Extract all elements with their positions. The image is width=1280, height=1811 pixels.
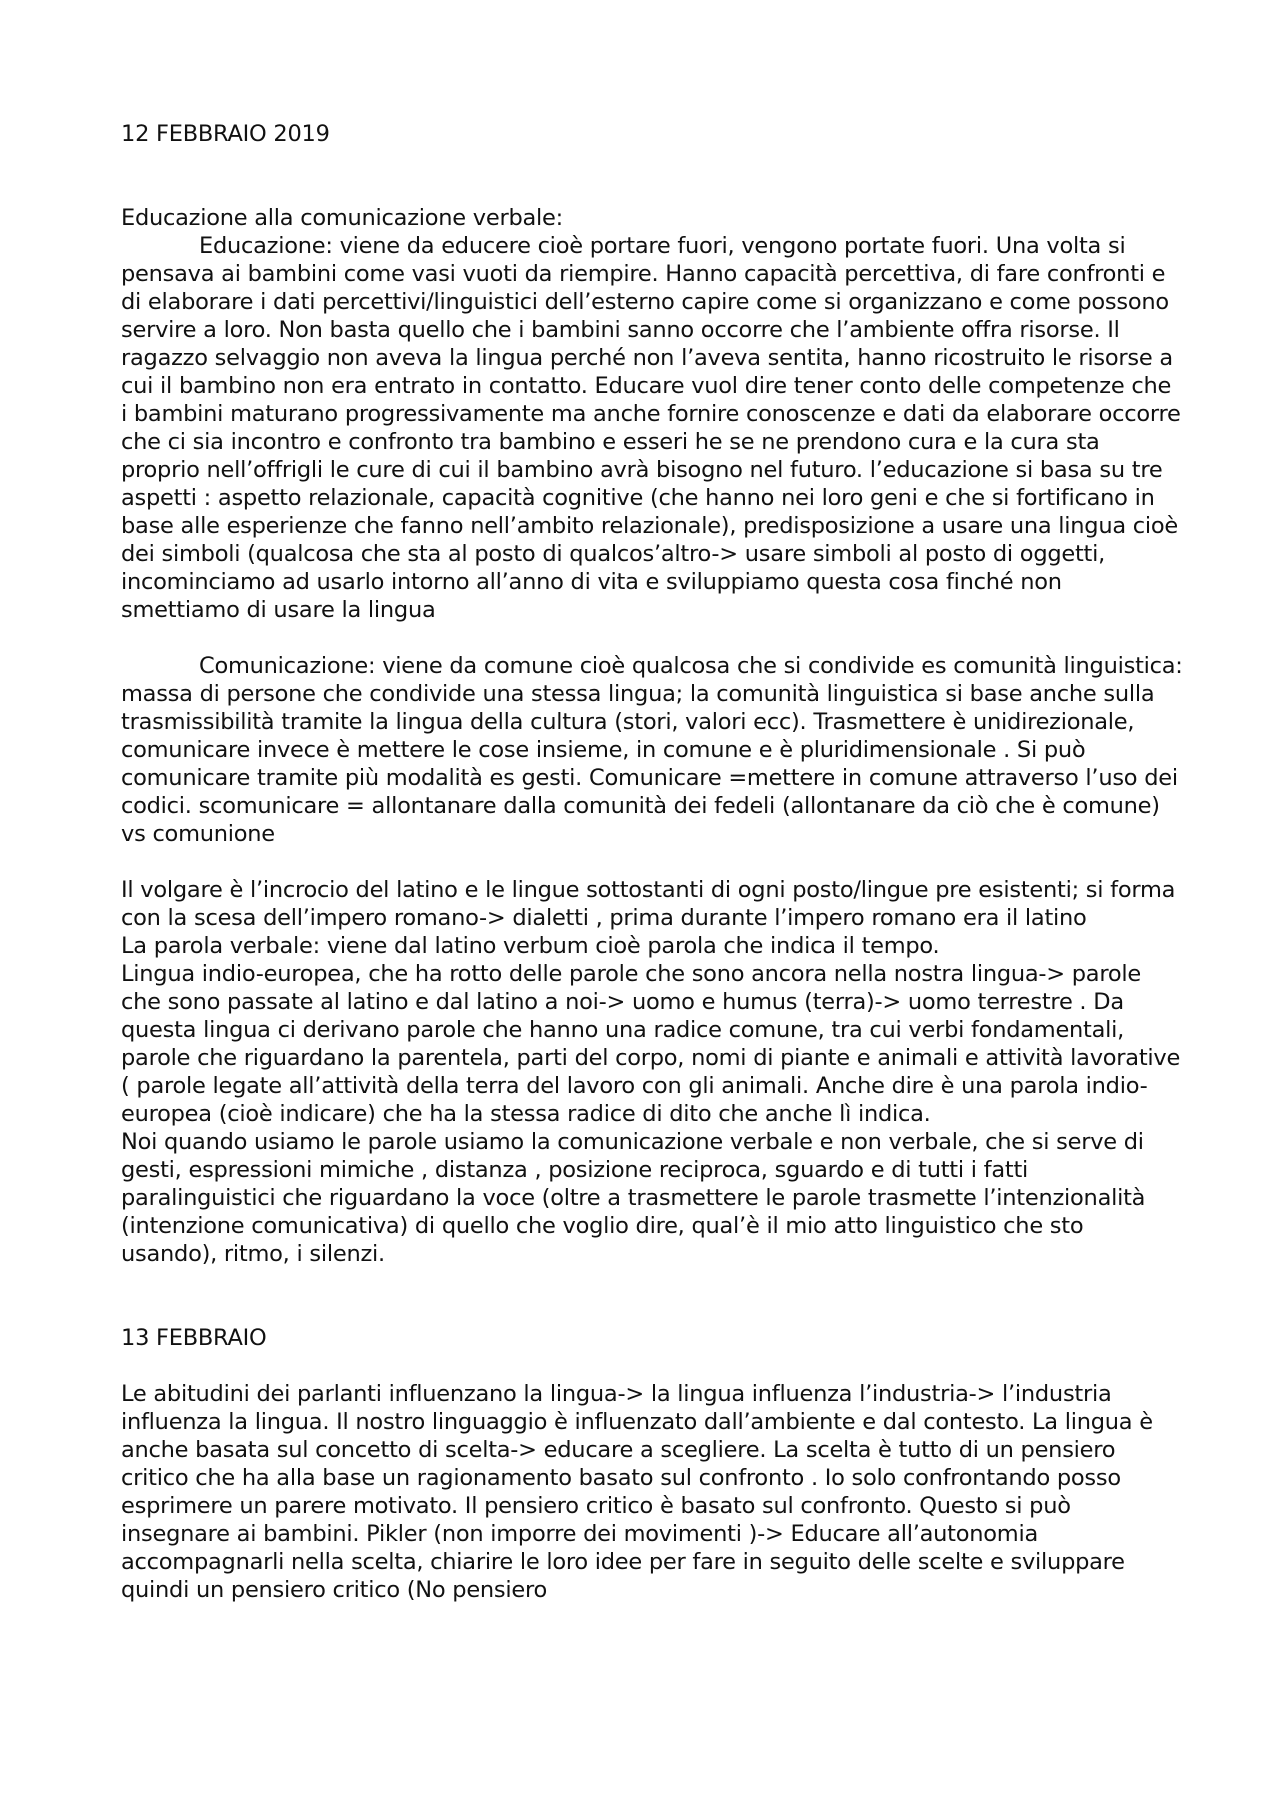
spacer: [121, 1268, 1183, 1324]
spacer: [121, 1352, 1183, 1380]
section-heading: Educazione alla comunicazione verbale:: [121, 205, 563, 231]
spacer: [121, 148, 1183, 204]
paragraph-comunicazione: Comunicazione: viene da comune cioè qualcosa che si condivide es comunità linguistica: massa di persone che condivide una stessa lingua; la comunità linguistica si base anche sulla trasmissibilità tramite la lingua della cultura (stori, valori ecc). Trasmettere è unidirezionale, comunicare invece è mettere le cose insieme, in comune e è pluridimensionale . Si può comunicare tramite più modalità es gesti. Comunicare =mettere in comune attraverso l’uso dei codici. scomunicare = allontanare dalla comunità dei fedeli (allontanare da ciò che è comune) vs comunione: [121, 653, 1183, 847]
paragraph-parola-verbale: La parola verbale: viene dal latino verbum cioè parola che indica il tempo.: [121, 933, 940, 959]
paragraph-volgare: Il volgare è l’incrocio del latino e le lingue sottostanti di ogni posto/lingue pre esistenti; si forma con la scesa dell’impero romano-> dialetti , prima durante l’impero romano era il latino: [121, 877, 1176, 931]
paragraph-non-verbale: Noi quando usiamo le parole usiamo la comunicazione verbale e non verbale, che si serve di gesti, espressioni mimiche , distanza , posizione reciproca, sguardo e di tutti i fatti paralinguistici che riguardano la voce (oltre a trasmettere le parole trasmette l’intenzionalità (intenzione comunicativa) di quello che voglio dire, qual’è il mio atto linguistico che sto usando), ritmo, i silenzi.: [121, 1129, 1146, 1267]
section-date-13-febbraio: 13 FEBBRAIO: [121, 1325, 267, 1351]
spacer: [121, 624, 1183, 652]
paragraph-abitudini: Le abitudini dei parlanti influenzano la lingua-> la lingua influenza l’industria-> l’industria influenza la lingua. Il nostro linguaggio è influenzato dall’ambiente e dal contesto. La lingua è anche basata sul concetto di scelta-> educare a scegliere. La scelta è tutto di un pensiero critico che ha alla base un ragionamento basato sul confronto . Io solo confrontando posso esprimere un parere motivato. Il pensiero critico è basato sul confronto. Questo si può insegnare ai bambini. Pikler (non imporre dei movimenti )-> Educare all’autonomia accompagnarli nella scelta, chiarire le loro idee per fare in seguito delle scelte e sviluppare quindi un pensiero critico (No pensiero: [121, 1381, 1153, 1603]
section-date-12-febbraio: 12 FEBBRAIO 2019: [121, 121, 330, 147]
paragraph-educazione: Educazione: viene da educere cioè portare fuori, vengono portate fuori. Una volta si pensava ai bambini come vasi vuoti da riempire. Hanno capacità percettiva, di fare confronti e di elaborare i dati percettivi/linguistici dell’esterno capire come si organizzano e come possono servire a loro. Non basta quello che i bambini sanno occorre che l’ambiente offra risorse. Il ragazzo selvaggio non aveva la lingua perché non l’aveva sentita, hanno ricostruito le risorse a cui il bambino non era entrato in contatto. Educare vuol dire tener conto delle competenze che i bambini maturano progressivamente ma anche fornire conoscenze e dati da elaborare occorre che ci sia incontro e confronto tra bambino e esseri he se ne prendono cura e la cura sta proprio nell’offrigli le cure di cui il bambino avrà bisogno nel futuro. l’educazione si basa su tre aspetti : aspetto relazionale, capacità cognitive (che hanno nei loro geni e che si fortificano in base alle esperienze che fanno nell’ambito relazionale), predisposizione a usare una lingua cioè dei simboli (qualcosa che sta al posto di qualcos’altro-> usare simboli al posto di oggetti, incominciamo ad usarlo intorno all’anno di vita e sviluppiamo questa cosa finché non smettiamo di usare la lingua: [121, 233, 1181, 623]
paragraph-indio-europea: Lingua indio-europea, che ha rotto delle parole che sono ancora nella nostra lingua-> parole che sono passate al latino e dal latino a noi-> uomo e humus (terra)-> uomo terrestre . Da questa lingua ci derivano parole che hanno una radice comune, tra cui verbi fondamentali, parole che riguardano la parentela, parti del corpo, nomi di piante e animali e attività lavorative ( parole legate all’attività della terra del lavoro con gli animali. Anche dire è una parola indio-europea (cioè indicare) che ha la stessa radice di dito che anche lì indica.: [121, 961, 1181, 1127]
spacer: [121, 848, 1183, 876]
document-page: [121, 120, 1183, 1604]
